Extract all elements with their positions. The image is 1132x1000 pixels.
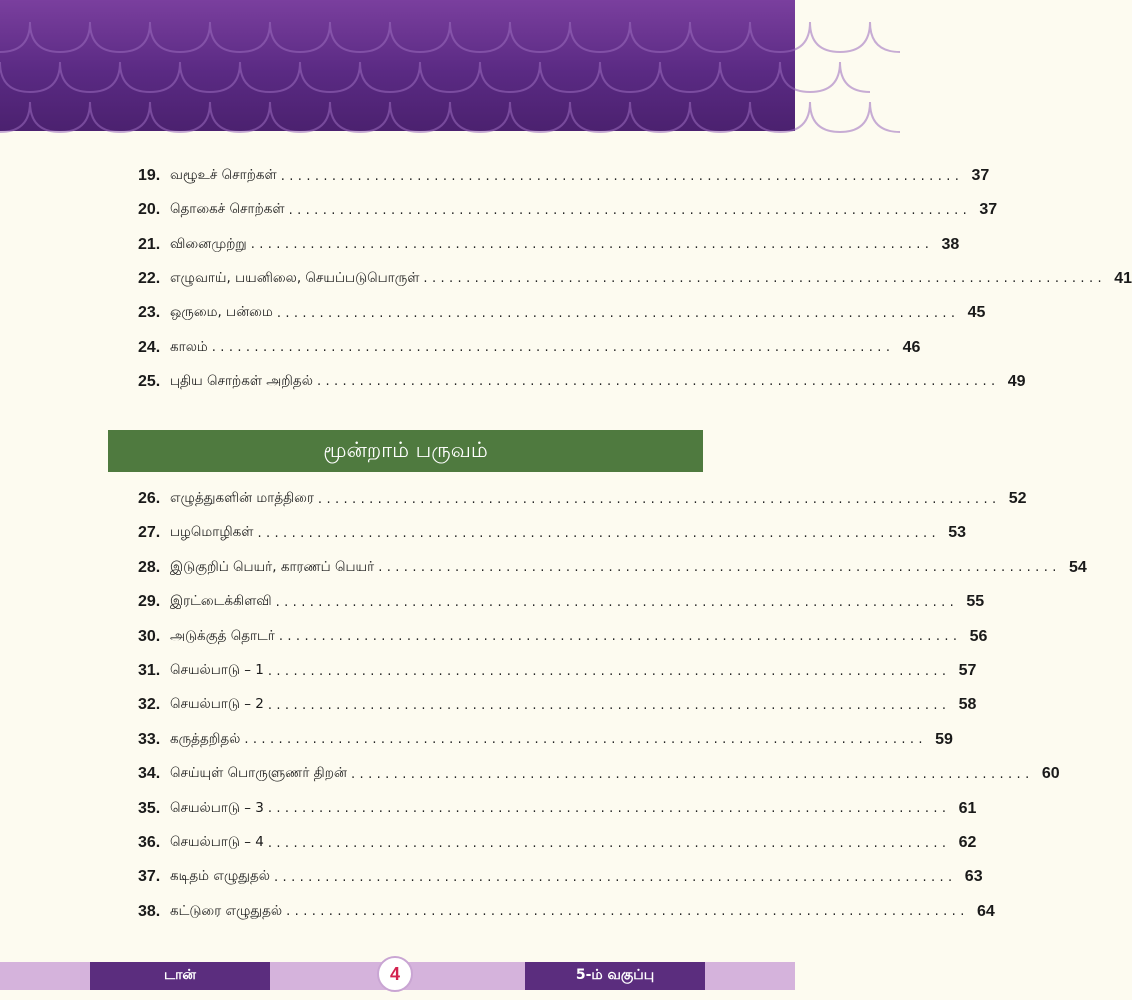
toc-row: [138, 591, 985, 613]
toc-number: 19.: [138, 167, 161, 184]
toc-page: 37: [979, 201, 998, 219]
toc-title: செய்யுள் பொருளுணர் திறன்: [170, 765, 348, 782]
section-heading: [108, 430, 703, 472]
toc-row: [138, 165, 990, 187]
toc-number: 26.: [138, 490, 161, 507]
toc-row: [138, 557, 1087, 579]
toc-number: 32.: [138, 696, 161, 714]
toc-page: 57: [958, 662, 977, 679]
toc-leader-dots: ................................................................................: [275, 594, 959, 610]
toc-page: 52: [1008, 490, 1027, 507]
toc-page: 37: [971, 167, 990, 184]
toc-leader-dots: ................................................................................: [257, 525, 941, 541]
toc-page: 49: [1007, 372, 1026, 390]
toc-row: [138, 798, 977, 820]
toc-row: [138, 371, 1026, 393]
toc-title: செயல்பாடு – 1: [170, 662, 264, 678]
toc-leader-dots: ................................................................................: [351, 766, 1034, 782]
toc-page: 63: [964, 868, 983, 886]
toc-title: புதிய சொற்கள் அறிதல்: [170, 372, 313, 389]
toc-row: [138, 199, 998, 221]
toc-number: 28.: [138, 558, 161, 576]
toc-title: ஒருமை, பன்மை: [170, 304, 273, 321]
toc-number: 36.: [138, 834, 161, 851]
toc-row: [138, 694, 977, 716]
toc-row: [138, 729, 953, 751]
toc-leader-dots: ................................................................................: [267, 835, 951, 851]
toc-leader-dots: ................................................................................: [276, 305, 960, 321]
toc-number: 27.: [138, 524, 161, 542]
banner-arch-lines: [0, 22, 900, 132]
toc-leader-dots: ................................................................................: [250, 237, 934, 253]
toc-leader-dots: ................................................................................: [274, 869, 957, 885]
section-title: மூன்றாம் பருவம்: [323, 437, 488, 462]
toc-title: கடிதம் எழுதுதல்: [170, 868, 270, 885]
toc-number: 24.: [138, 338, 161, 356]
toc-row: [138, 626, 988, 648]
toc-leader-dots: ................................................................................: [286, 904, 969, 920]
toc-row: [138, 337, 921, 359]
toc-leader-dots: ................................................................................: [267, 663, 951, 679]
toc-row: [138, 488, 1027, 510]
toc-row: [138, 763, 1060, 785]
toc-number: 34.: [138, 765, 161, 783]
toc-title: எழுவாய், பயனிலை, செயப்படுபொருள்: [170, 269, 420, 286]
toc-number: 31.: [138, 662, 161, 679]
header-banner: [0, 0, 795, 131]
footer-left-label: டான்: [163, 967, 197, 983]
toc-number: 25.: [138, 372, 161, 390]
toc-leader-dots: ................................................................................: [211, 340, 895, 355]
toc-page: 46: [902, 338, 921, 356]
toc-title: செயல்பாடு – 4: [170, 834, 264, 850]
toc-page: 53: [948, 524, 967, 542]
toc-number: 20.: [138, 201, 161, 219]
banner-pattern: [0, 0, 795, 131]
toc-row: [138, 522, 967, 544]
toc-title: வழூஉச் சொற்கள்: [170, 167, 277, 183]
toc-title: எழுத்துகளின் மாத்திரை: [170, 490, 314, 506]
toc-leader-dots: ................................................................................: [267, 801, 951, 817]
toc-page: 62: [958, 834, 977, 851]
toc-leader-dots: ................................................................................: [288, 202, 972, 218]
toc-leader-dots: ................................................................................: [278, 629, 962, 645]
toc-leader-dots: ................................................................................: [244, 732, 927, 748]
toc-page: 45: [967, 304, 986, 322]
footer-right-tag: [525, 962, 705, 990]
toc-page: 56: [969, 627, 988, 645]
toc-title: இரட்டைக்கிளவி: [170, 593, 272, 610]
toc-row: [138, 866, 983, 888]
toc-title: வினைமுற்று: [170, 235, 247, 252]
toc-page: 41: [1114, 269, 1132, 287]
toc-title: அடுக்குத் தொடர்: [170, 627, 275, 644]
toc-leader-dots: ................................................................................: [280, 168, 964, 184]
toc-page: 54: [1068, 558, 1087, 576]
toc-page: 61: [958, 799, 977, 817]
toc-page: 60: [1041, 765, 1060, 783]
toc-leader-dots: ................................................................................: [316, 374, 1000, 390]
toc-title: செயல்பாடு – 2: [170, 696, 264, 713]
toc-row: [138, 660, 977, 682]
toc-title: இடுகுறிப் பெயர், காரணப் பெயர்: [170, 558, 375, 575]
toc-title: செயல்பாடு – 3: [170, 799, 264, 816]
toc-number: 21.: [138, 235, 161, 253]
toc-row: [138, 302, 986, 324]
toc-row: [138, 832, 977, 854]
toc-number: 35.: [138, 799, 161, 817]
toc-title: கட்டுரை எழுதுதல்: [170, 902, 283, 919]
toc-number: 29.: [138, 593, 161, 611]
toc-number: 38.: [138, 902, 161, 920]
page-number-badge: [377, 956, 413, 992]
toc-number: 37.: [138, 868, 161, 886]
toc-number: 30.: [138, 627, 161, 645]
toc-title: தொகைச் சொற்கள்: [170, 201, 285, 218]
toc-row: [138, 901, 995, 923]
toc-number: 33.: [138, 730, 161, 748]
toc-leader-dots: ................................................................................: [378, 560, 1061, 576]
toc-page: 59: [935, 730, 953, 748]
toc-page: 58: [958, 696, 977, 714]
toc-leader-dots: ................................................................................: [317, 491, 1001, 507]
toc-page: 38: [941, 235, 960, 253]
toc-row: [138, 234, 960, 256]
toc-number: 23.: [138, 304, 161, 322]
toc-leader-dots: ................................................................................: [267, 697, 951, 713]
toc-title: பழமொழிகள்: [170, 524, 254, 541]
footer-right-label: 5-ம் வகுப்பு: [575, 967, 655, 983]
toc-page: 64: [976, 902, 995, 920]
toc-title: கருத்தறிதல்: [170, 730, 241, 747]
page-number: 4: [389, 963, 400, 984]
toc-title: காலம்: [170, 338, 208, 355]
toc-number: 22.: [138, 269, 161, 287]
toc-leader-dots: ................................................................................: [423, 271, 1107, 287]
footer-left-tag: [90, 962, 270, 990]
toc-page: 55: [966, 593, 985, 611]
toc-row: [138, 268, 1132, 290]
